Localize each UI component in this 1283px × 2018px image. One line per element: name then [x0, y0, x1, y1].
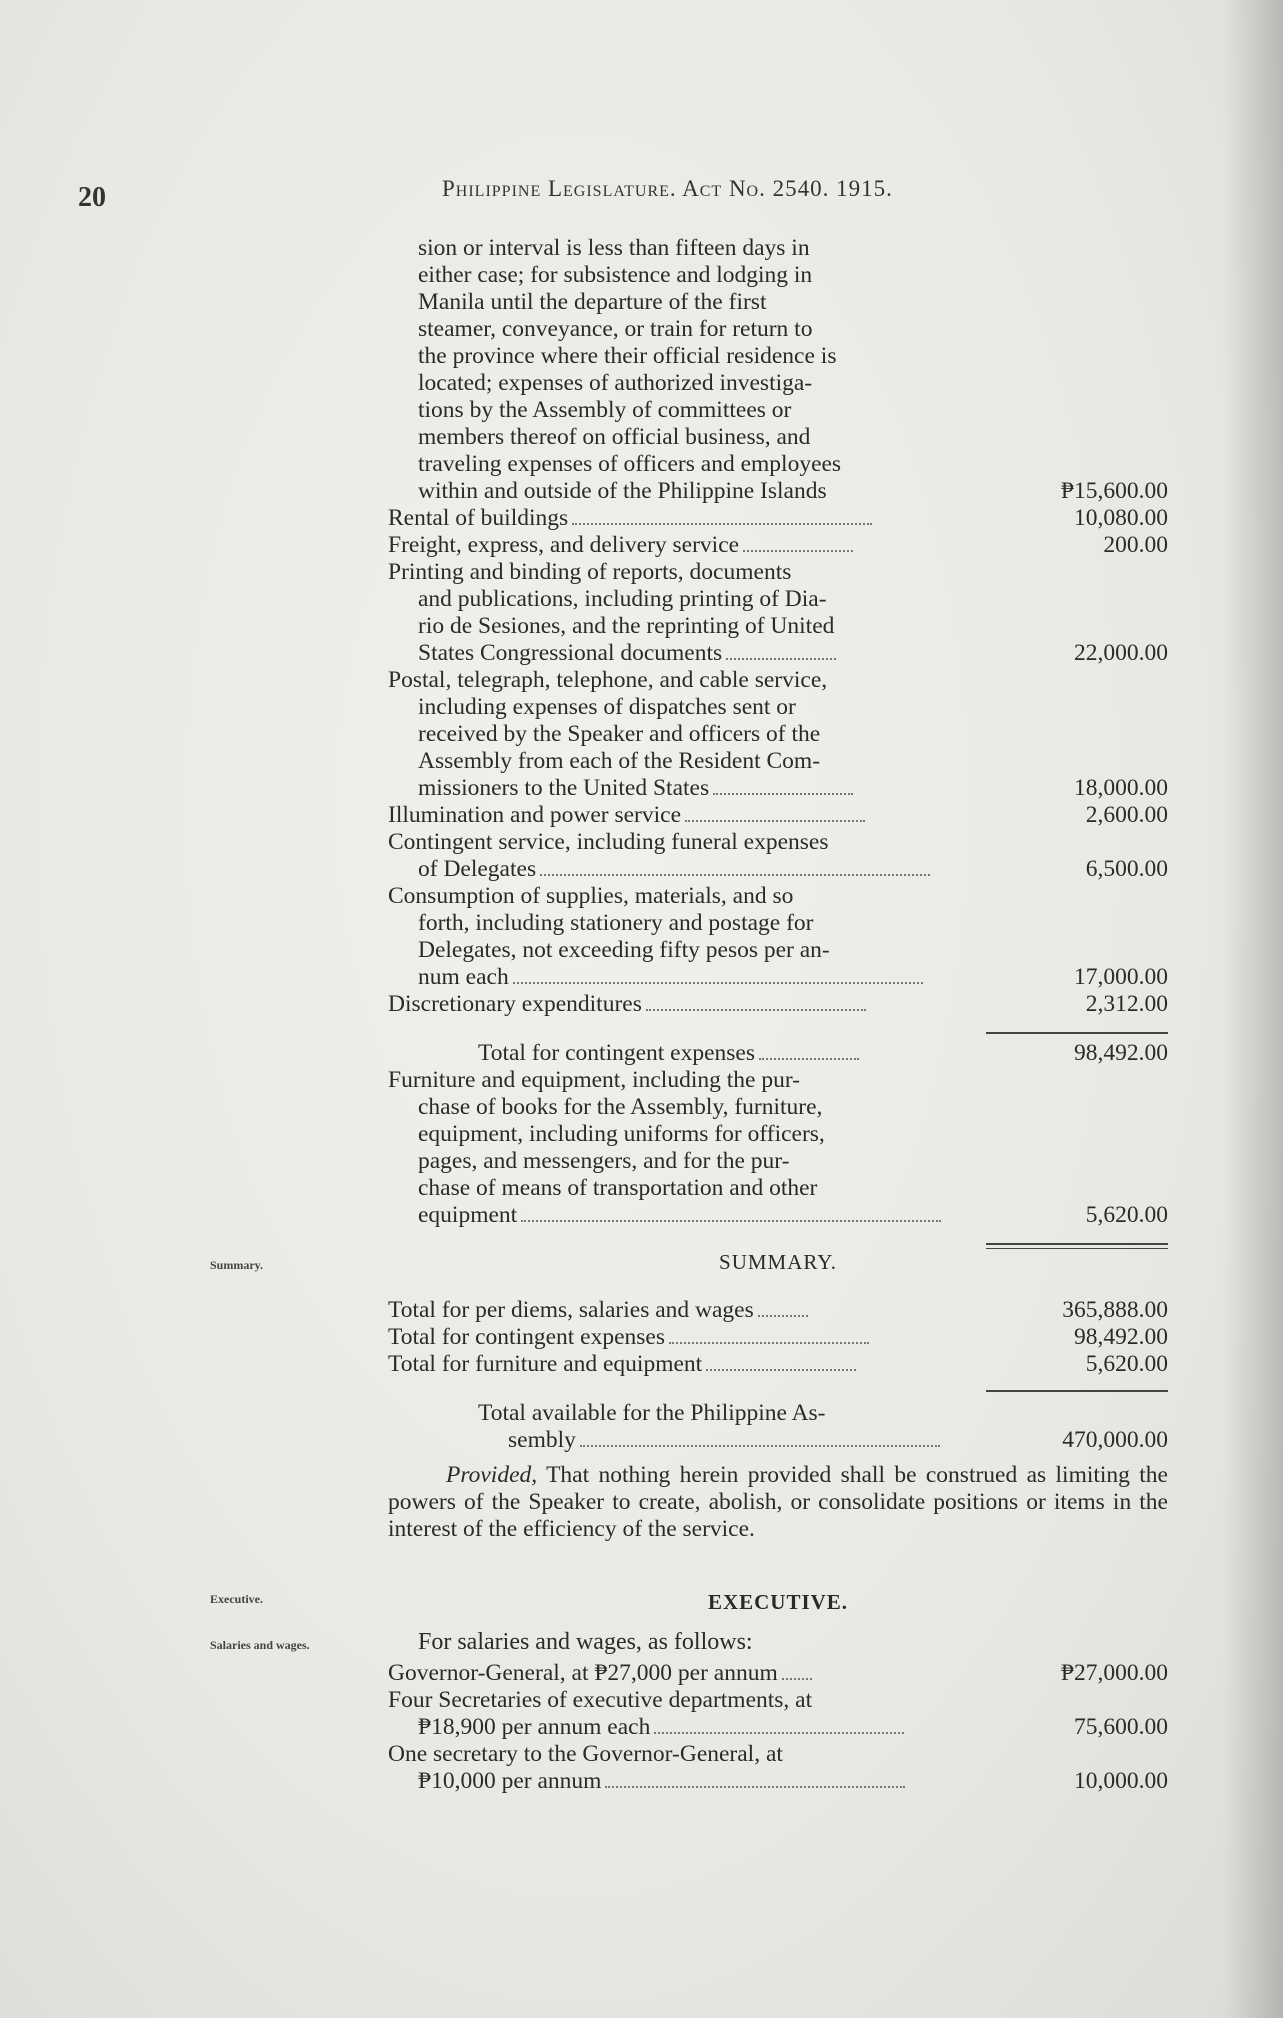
executive-section: [388, 1590, 1168, 1795]
sum-rule: [986, 1032, 1168, 1034]
page-number: 20: [78, 182, 106, 213]
amount: 17,000.00: [1074, 964, 1168, 990]
proviso-text: That nothing herein provided shall be construed as limiting the powers of the Speaker to create, abolish, or consolidate positions or items in the interest of the efficiency of the service.: [388, 1462, 1168, 1542]
text-line: Assembly from each of the Resident Com-: [418, 748, 821, 774]
text-line: equipment, including uniforms for officers,: [418, 1121, 825, 1147]
text-line: traveling expenses of officers and employees: [418, 451, 842, 477]
text-line: chase of means of transportation and other: [418, 1175, 818, 1201]
summary-label: Total for furniture and equipment: [388, 1351, 703, 1377]
text-line: received by the Speaker and officers of the: [418, 721, 821, 747]
text-line: equipment: [418, 1202, 518, 1228]
proviso-paragraph: [388, 1462, 1168, 1543]
text-line: ₱18,900 per annum each: [418, 1714, 651, 1740]
amount: 6,500.00: [1085, 856, 1168, 882]
text-line: Consumption of supplies, materials, and so: [388, 883, 794, 909]
text-line: Printing and binding of reports, documents: [388, 559, 792, 585]
leader-dots: [713, 792, 853, 795]
margin-note-executive: Executive.: [210, 1592, 263, 1606]
summary-row: [388, 1324, 1168, 1351]
governor-general-row: [388, 1660, 1168, 1687]
leader-dots: [758, 1314, 808, 1317]
text-line: of Delegates: [418, 856, 537, 882]
summary-label: Total for contingent expenses: [388, 1324, 666, 1350]
illumination-item: [388, 802, 1168, 829]
summary-total-row: [388, 1400, 1168, 1454]
amount: 200.00: [1103, 532, 1168, 558]
total-label: Total for contingent expenses: [478, 1040, 756, 1066]
text-line: missioners to the United States: [418, 775, 710, 801]
total-label-cont: sembly: [508, 1427, 576, 1453]
leader-dots: [513, 981, 923, 984]
leader-dots: [580, 1444, 940, 1447]
text-line: within and outside of the Philippine Islands: [418, 478, 827, 504]
text-line: Four Secretaries of executive departments, at: [388, 1687, 813, 1713]
text-line: Furniture and equipment, including the pur-: [388, 1067, 800, 1093]
freight-item: [388, 532, 1168, 559]
text-line: num each: [418, 964, 509, 990]
executive-intro: For salaries and wages, as follows:: [418, 1629, 753, 1655]
text-line: chase of books for the Assembly, furniture,: [418, 1094, 823, 1120]
double-rule: [986, 1243, 1168, 1249]
summary-row: [388, 1297, 1168, 1324]
summary-amount: 98,492.00: [1074, 1324, 1168, 1350]
text-line: including expenses of dispatches sent or: [418, 694, 796, 720]
item-label: Freight, express, and delivery service: [388, 532, 740, 558]
consumption-item: [388, 883, 1168, 991]
text-line: States Congressional documents: [418, 640, 723, 666]
rental-item: [388, 505, 1168, 532]
item-label: Discretionary expenditures: [388, 991, 642, 1017]
leader-dots: [759, 1057, 859, 1060]
text-line: Contingent service, including funeral expenses: [388, 829, 829, 855]
text-line: sion or interval is less than fifteen days in: [418, 235, 810, 261]
text-line: either case; for subsistence and lodging in: [418, 262, 813, 288]
text-line: and publications, including printing of Dia-: [418, 586, 827, 612]
text-line: rio de Sesiones, and the reprinting of United: [418, 613, 835, 639]
proviso-italic: Provided,: [446, 1462, 538, 1488]
leader-dots: [521, 1219, 941, 1222]
text-line: members thereof on official business, and: [418, 424, 811, 450]
amount: 10,000.00: [1074, 1768, 1168, 1794]
text-line: forth, including stationery and postage for: [418, 910, 814, 936]
text-line: the province where their official residence is: [418, 343, 837, 369]
leader-dots: [706, 1368, 856, 1371]
leader-dots: [572, 522, 872, 525]
item-label: Illumination and power service: [388, 802, 682, 828]
leader-dots: [669, 1341, 869, 1344]
text-line: steamer, conveyance, or train for return to: [418, 316, 813, 342]
page-edge-shadow: [1223, 0, 1283, 2018]
postal-item: [388, 667, 1168, 802]
item-label: Rental of buildings: [388, 505, 569, 531]
total-label: Total available for the Philippine As-: [478, 1400, 826, 1426]
leader-dots: [782, 1677, 812, 1680]
text-line: located; expenses of authorized investiga-: [418, 370, 813, 396]
leader-dots: [743, 549, 853, 552]
secretaries-row: [388, 1687, 1168, 1741]
executive-title: EXECUTIVE.: [707, 1590, 849, 1614]
amount: ₱15,600.00: [1060, 478, 1168, 504]
margin-note-summary: Summary.: [210, 1258, 264, 1272]
text-line: One secretary to the Governor-General, at: [388, 1741, 783, 1767]
summary-amount: 5,620.00: [1085, 1351, 1168, 1377]
travel-item: [388, 235, 1168, 505]
gg-secretary-row: [388, 1741, 1168, 1795]
amount: 2,600.00: [1085, 802, 1168, 828]
summary-row: [388, 1351, 1168, 1378]
contingent-service-item: [388, 829, 1168, 883]
summary-amount: 365,888.00: [1062, 1297, 1168, 1323]
amount: 18,000.00: [1074, 775, 1168, 801]
contingent-total-row: [388, 1040, 1168, 1067]
leader-dots: [654, 1731, 904, 1734]
amount: 2,312.00: [1085, 991, 1168, 1017]
item-label: Governor-General, at ₱27,000 per annum: [388, 1660, 778, 1686]
leader-dots: [685, 819, 865, 822]
sum-rule: [986, 1390, 1168, 1392]
amount: 5,620.00: [1085, 1202, 1168, 1228]
summary-total-amount: 470,000.00: [1062, 1427, 1168, 1453]
text-line: tions by the Assembly of committees or: [418, 397, 792, 423]
amount: 98,492.00: [1074, 1040, 1168, 1066]
furniture-item: [388, 1067, 1168, 1229]
printing-item: [388, 559, 1168, 667]
text-line: Postal, telegraph, telephone, and cable service,: [388, 667, 828, 693]
text-line: Delegates, not exceeding fifty pesos per an-: [418, 937, 830, 963]
running-header: Philippine Legislature. Act No. 2540. 1915.: [442, 176, 893, 201]
contingent-expenses-block: [388, 235, 1168, 1249]
summary-label: Total for per diems, salaries and wages: [388, 1297, 754, 1323]
amount: ₱27,000.00: [1060, 1660, 1168, 1686]
leader-dots: [605, 1785, 905, 1788]
summary-title: SUMMARY.: [719, 1250, 837, 1274]
discretionary-item: [388, 991, 1168, 1018]
amount: 22,000.00: [1074, 640, 1168, 666]
leader-dots: [646, 1008, 866, 1011]
summary-section: [388, 1250, 1168, 1543]
leader-dots: [540, 873, 930, 876]
leader-dots: [726, 657, 836, 660]
amount: 75,600.00: [1074, 1714, 1168, 1740]
text-line: pages, and messengers, and for the pur-: [418, 1148, 790, 1174]
text-line: Manila until the departure of the first: [418, 289, 767, 315]
text-line: ₱10,000 per annum: [418, 1768, 602, 1794]
margin-note-salaries: Salaries and wages.: [210, 1638, 310, 1652]
amount: 10,080.00: [1074, 505, 1168, 531]
